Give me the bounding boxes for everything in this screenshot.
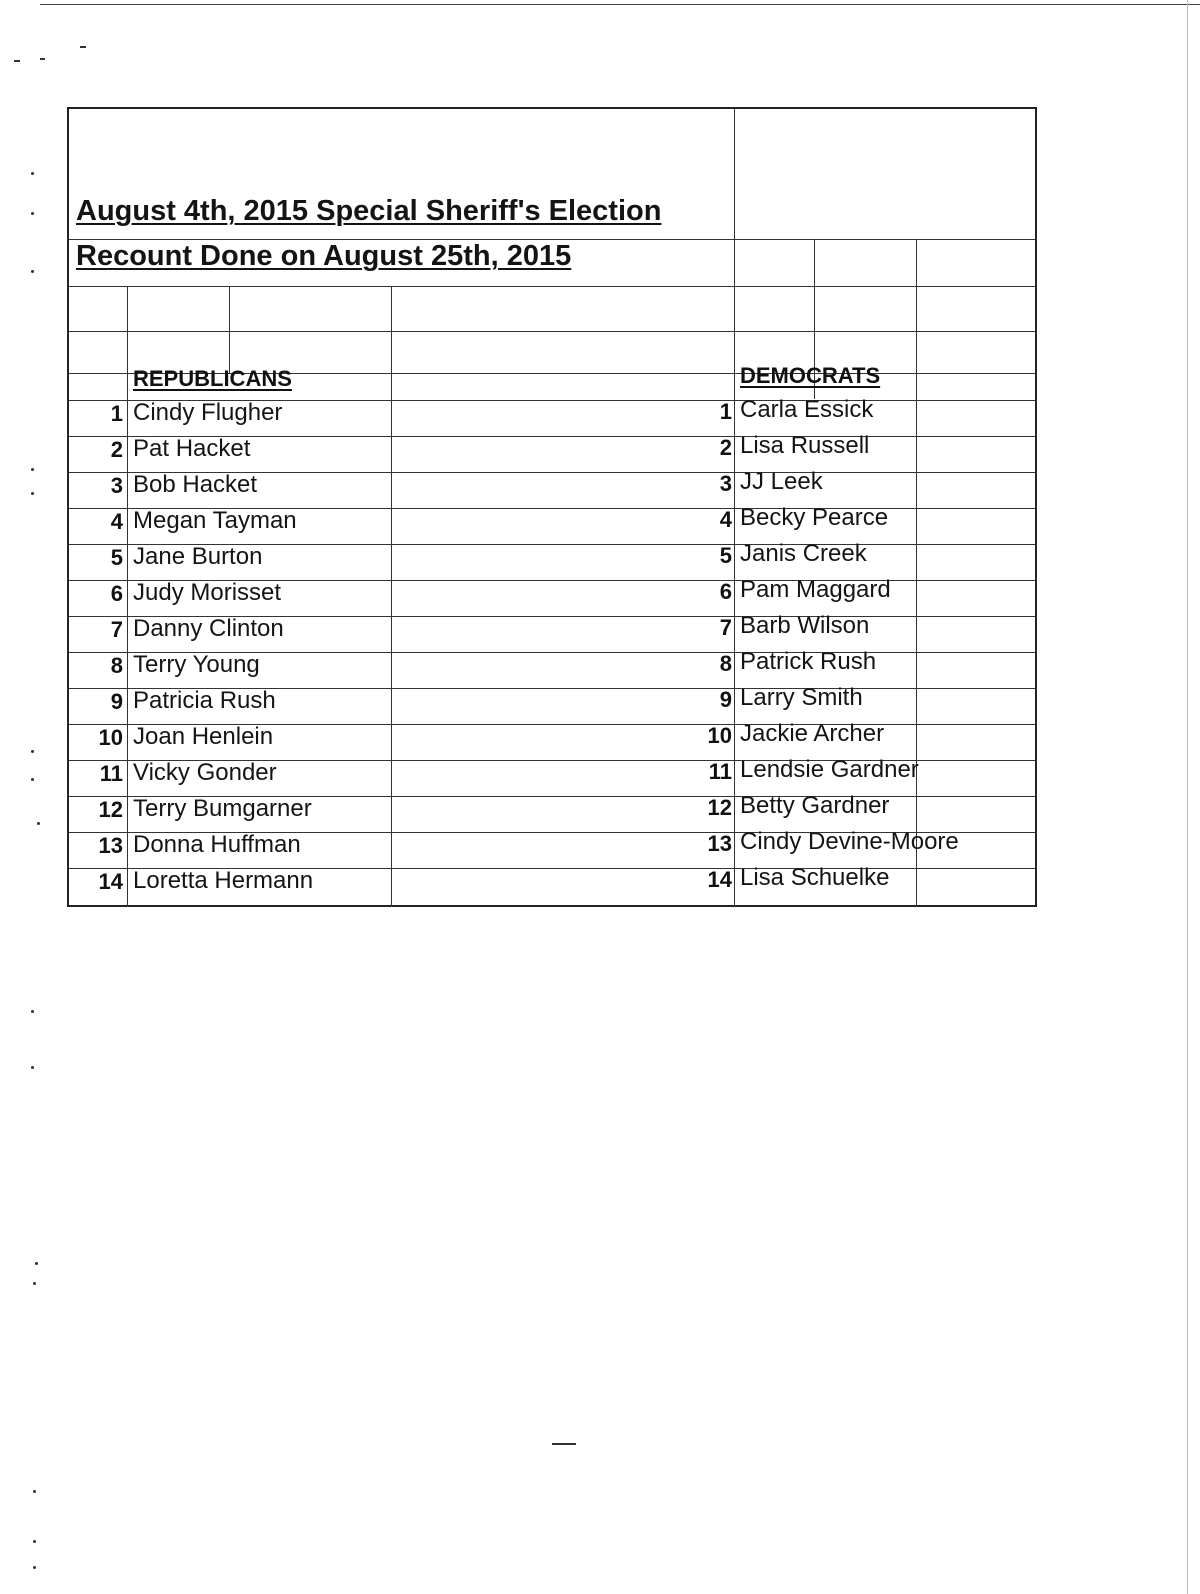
row-number: 2 <box>719 435 732 460</box>
scan-speck <box>31 270 34 273</box>
row-number: 6 <box>719 579 732 604</box>
row-number: 11 <box>708 759 732 784</box>
recount-sheet <box>67 107 1037 907</box>
republican-name: Vicky Gonder <box>133 759 277 786</box>
democrat-name: Cindy Devine-Moore <box>740 828 959 855</box>
democrat-name: Jackie Archer <box>740 720 885 747</box>
scan-speck <box>31 1066 34 1069</box>
document-subtitle: Recount Done on August 25th, 2015 <box>76 240 572 272</box>
scan-speck <box>80 46 86 48</box>
row-number: 2 <box>110 437 123 462</box>
scan-right-edge <box>1187 0 1188 1594</box>
republican-name: Jane Burton <box>133 543 263 570</box>
scan-speck <box>35 1262 38 1265</box>
republican-name: Bob Hacket <box>133 471 258 498</box>
scan-speck <box>31 492 34 495</box>
republican-name: Joan Henlein <box>133 723 274 750</box>
scan-speck <box>40 58 45 60</box>
row-number: 1 <box>719 399 732 424</box>
scan-speck <box>552 1443 576 1445</box>
democrat-name: Betty Gardner <box>740 792 890 819</box>
grid-line <box>127 286 128 907</box>
democrat-name: JJ Leek <box>740 468 823 495</box>
row-number: 7 <box>110 617 123 642</box>
democrat-name: Carla Essick <box>740 396 874 423</box>
grid-line <box>229 286 230 373</box>
row-number: 14 <box>98 869 123 894</box>
row-number: 13 <box>98 833 123 858</box>
democrat-name: Janis Creek <box>740 540 867 567</box>
row-number: 12 <box>98 797 123 822</box>
document-title: August 4th, 2015 Special Sheriff's Election <box>76 195 662 227</box>
scan-speck <box>33 1490 36 1493</box>
scan-speck <box>31 750 34 753</box>
scan-speck <box>33 1566 36 1569</box>
row-number: 9 <box>110 689 123 714</box>
row-number: 6 <box>110 581 123 606</box>
row-number: 3 <box>110 473 123 498</box>
row-number: 14 <box>707 867 732 892</box>
republican-name: Terry Bumgarner <box>133 795 312 822</box>
row-number: 4 <box>110 509 123 534</box>
democrat-name: Barb Wilson <box>740 612 870 639</box>
scan-speck <box>33 1540 36 1543</box>
row-number: 5 <box>719 543 732 568</box>
grid-line <box>69 286 1035 287</box>
scan-speck <box>14 60 20 62</box>
row-number: 8 <box>719 651 732 676</box>
row-number: 1 <box>110 401 123 426</box>
scan-speck <box>31 172 34 175</box>
scan-speck <box>31 468 34 471</box>
republican-name: Cindy Flugher <box>133 399 283 426</box>
row-number: 4 <box>719 507 732 532</box>
republican-name: Pat Hacket <box>133 435 251 462</box>
democrat-name: Pam Maggard <box>740 576 891 603</box>
republican-name: Judy Morisset <box>133 579 282 606</box>
scan-speck <box>37 822 40 825</box>
scan-speck <box>33 1282 36 1285</box>
republican-name: Loretta Hermann <box>133 867 314 894</box>
row-number: 7 <box>719 615 732 640</box>
democrat-name: Larry Smith <box>740 684 863 711</box>
row-number: 9 <box>719 687 732 712</box>
republican-name: Patricia Rush <box>133 687 276 714</box>
republican-name: Terry Young <box>133 651 260 678</box>
democrats-header: DEMOCRATS <box>740 363 881 388</box>
grid-line <box>69 331 1035 332</box>
scan-edge-line <box>40 4 1200 5</box>
democrat-name: Lisa Schuelke <box>740 864 890 891</box>
row-number: 8 <box>110 653 123 678</box>
row-number: 10 <box>98 725 123 750</box>
democrat-name: Lisa Russell <box>740 432 870 459</box>
row-number: 13 <box>707 831 732 856</box>
scan-speck <box>31 778 34 781</box>
democrat-name: Patrick Rush <box>740 648 877 675</box>
row-number: 3 <box>719 471 732 496</box>
republican-name: Danny Clinton <box>133 615 284 642</box>
republican-name: Donna Huffman <box>133 831 301 858</box>
democrat-name: Lendsie Gardner <box>740 756 919 783</box>
scan-speck <box>31 212 34 215</box>
row-number: 10 <box>707 723 732 748</box>
row-number: 5 <box>110 545 123 570</box>
democrat-name: Becky Pearce <box>740 504 889 531</box>
row-number: 11 <box>99 761 123 786</box>
republicans-header: REPUBLICANS <box>133 366 292 391</box>
grid-line <box>391 286 392 907</box>
republican-name: Megan Tayman <box>133 507 297 534</box>
grid-line <box>916 239 917 907</box>
row-number: 12 <box>707 795 732 820</box>
scan-speck <box>31 1010 34 1013</box>
